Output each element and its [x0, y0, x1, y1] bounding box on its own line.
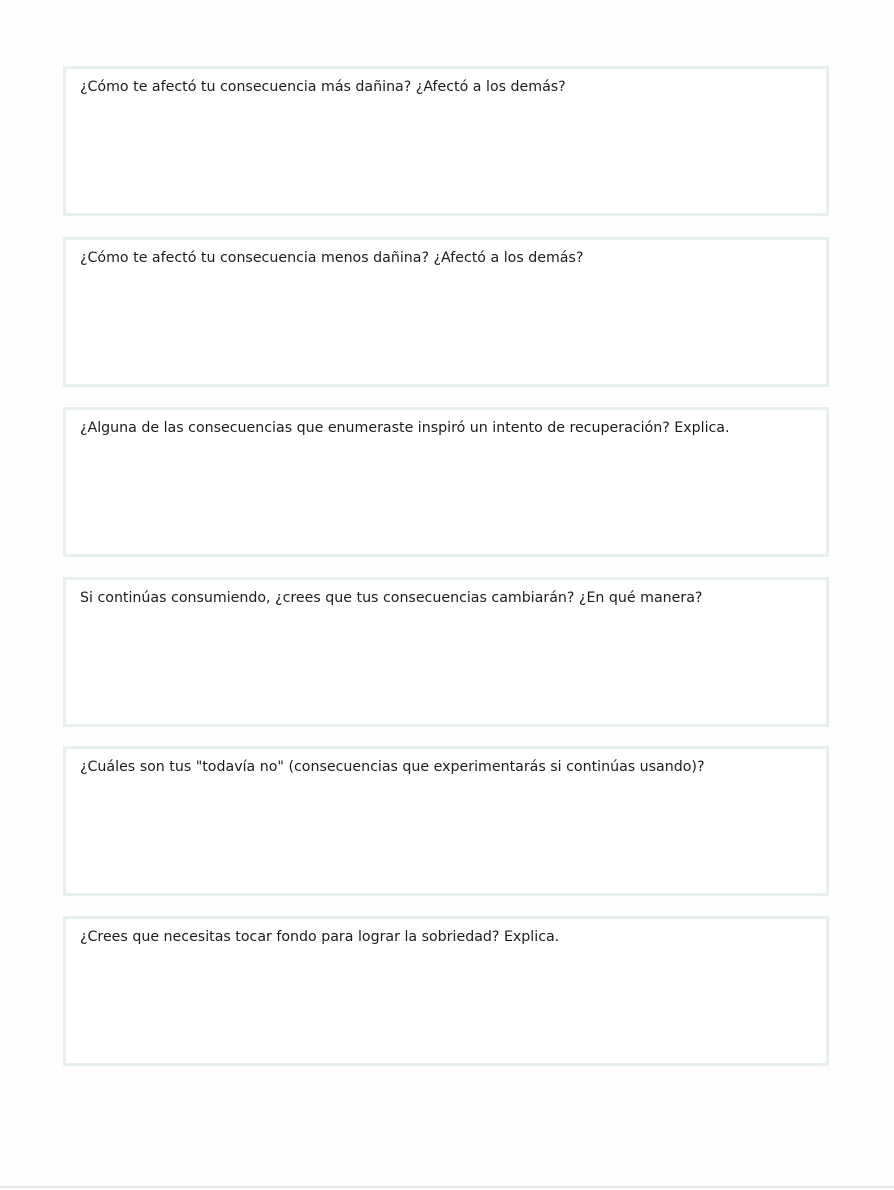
answer-box-rock-bottom[interactable] [63, 916, 829, 1066]
answer-box-recovery-attempt[interactable] [63, 407, 829, 557]
question-prompt: ¿Cómo te afectó tu consecuencia más dañina? ¿Afectó a los demás? [80, 79, 566, 95]
answer-box-less-harmful-consequence[interactable] [63, 237, 829, 387]
question-prompt: ¿Cómo te afectó tu consecuencia menos dañina? ¿Afectó a los demás? [80, 250, 584, 266]
answer-box-consequences-change[interactable] [63, 577, 829, 727]
question-prompt: ¿Cuáles son tus "todavía no" (consecuencias que experimentarás si continúas usando)? [80, 759, 705, 775]
question-prompt: Si continúas consumiendo, ¿crees que tus consecuencias cambiarán? ¿En qué manera? [80, 590, 703, 606]
question-prompt: ¿Alguna de las consecuencias que enumeraste inspiró un intento de recuperación? Explica. [80, 420, 730, 436]
page-bottom-edge [0, 1186, 894, 1188]
question-prompt: ¿Crees que necesitas tocar fondo para lograr la sobriedad? Explica. [80, 929, 560, 945]
answer-box-not-yet[interactable] [63, 746, 829, 896]
answer-box-harmful-consequence[interactable] [63, 66, 829, 216]
